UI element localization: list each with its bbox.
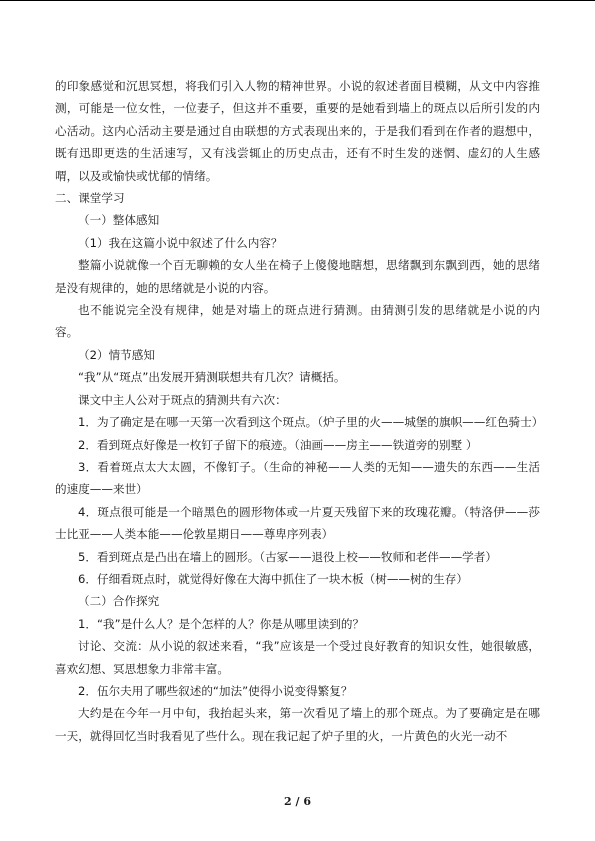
paragraph-six-guesses: 课文中主人公对于斑点的猜测共有六次： xyxy=(78,392,287,407)
question-4: 2．伍尔夫用了哪些叙述的“加法”使得小说变得繁复？ xyxy=(78,683,353,698)
list-item-6: 6．仔细看斑点时，就觉得好像在大海中抓住了一块木板（树——树的生存） xyxy=(78,571,468,586)
header-rule xyxy=(0,0,595,1)
section-heading-classroom: 二、课堂学习 xyxy=(55,191,125,206)
paragraph-answer-2: 也不能说完全没有规律，她是对墙上的斑点进行猜测。由猜测引发的思绪就是小说的内容。 xyxy=(55,303,540,340)
list-item-4: 4．斑点很可能是一个暗黑色的圆形物体或一片夏天残留下来的玫瑰花瓣。（特洛伊——莎士比亚——人类本能——伦敦星期日——尊卑序列表） xyxy=(55,504,540,542)
document-body xyxy=(55,75,544,747)
question-3: 1．“我”是什么人？是个怎样的人？你是从哪里读到的？ xyxy=(78,616,365,631)
subheading-cooperation: （二）合作探究 xyxy=(78,594,160,609)
paragraph-intro: 的印象感觉和沉思冥想，将我们引入人物的精神世界。小说的叙述者面目模糊，从文中内容推测，可能是一位女性，一位妻子，但这并不重要，重要的是她看到墙上的斑点以后所引发的内心活动。这内心活动主要是通过自由联想的方式表现出来的，于是我们看到在作者的遐想中，既有迅即更迭的生活速写，又有浅尝辄止的历史点击，还有不时生发的迷惘、虚幻的人生感喟，以及或愉快或忧郁的情绪。 xyxy=(55,79,540,183)
question-1: （1）我在这篇小说中叙述了什么内容？ xyxy=(78,235,283,250)
list-item-2: 2．看到斑点好像是一枚钉子留下的痕迹。（油画——房主——铁道旁的别墅 ） xyxy=(78,437,478,452)
paragraph-discussion: 讨论、交流：从小说的叙述来看，“我”应该是一个受过良好教育的知识女性，她很敏感，喜欢幻想、冥思想象力非常丰富。 xyxy=(55,639,540,676)
subheading-plot: （2）情节感知 xyxy=(78,347,155,362)
list-item-3: 3．看着斑点太大太圆，不像钉子。（生命的神秘——人类的无知——遗失的东西——生活的速度——来世） xyxy=(55,459,540,497)
subheading-overall: （一）整体感知 xyxy=(78,213,160,228)
page-number: 2 / 6 xyxy=(284,795,311,808)
paragraph-quote: 大约是在今年一月中旬，我抬起头来，第一次看见了墙上的那个斑点。为了要确定是在哪一天，就得回忆当时我看见了些什么。现在我记起了炉子里的火，一片黄色的火光一动不 xyxy=(55,706,540,743)
list-item-5: 5．看到斑点是凸出在墙上的圆形。（古冢——退役上校——牧师和老伴——学者） xyxy=(78,549,497,564)
list-item-1: 1．为了确定是在哪一天第一次看到这个斑点。（炉子里的火——城堡的旗帜——红色骑士） xyxy=(78,415,544,430)
question-2: “我”从“斑点”出发展开猜测联想共有几次？请概括。 xyxy=(78,370,346,385)
paragraph-answer-1: 整篇小说就像一个百无聊赖的女人坐在椅子上傻傻地瞎想，思绪飘到东飘到西，她的思绪是没有规律的，她的思绪就是小说的内容。 xyxy=(55,258,540,295)
